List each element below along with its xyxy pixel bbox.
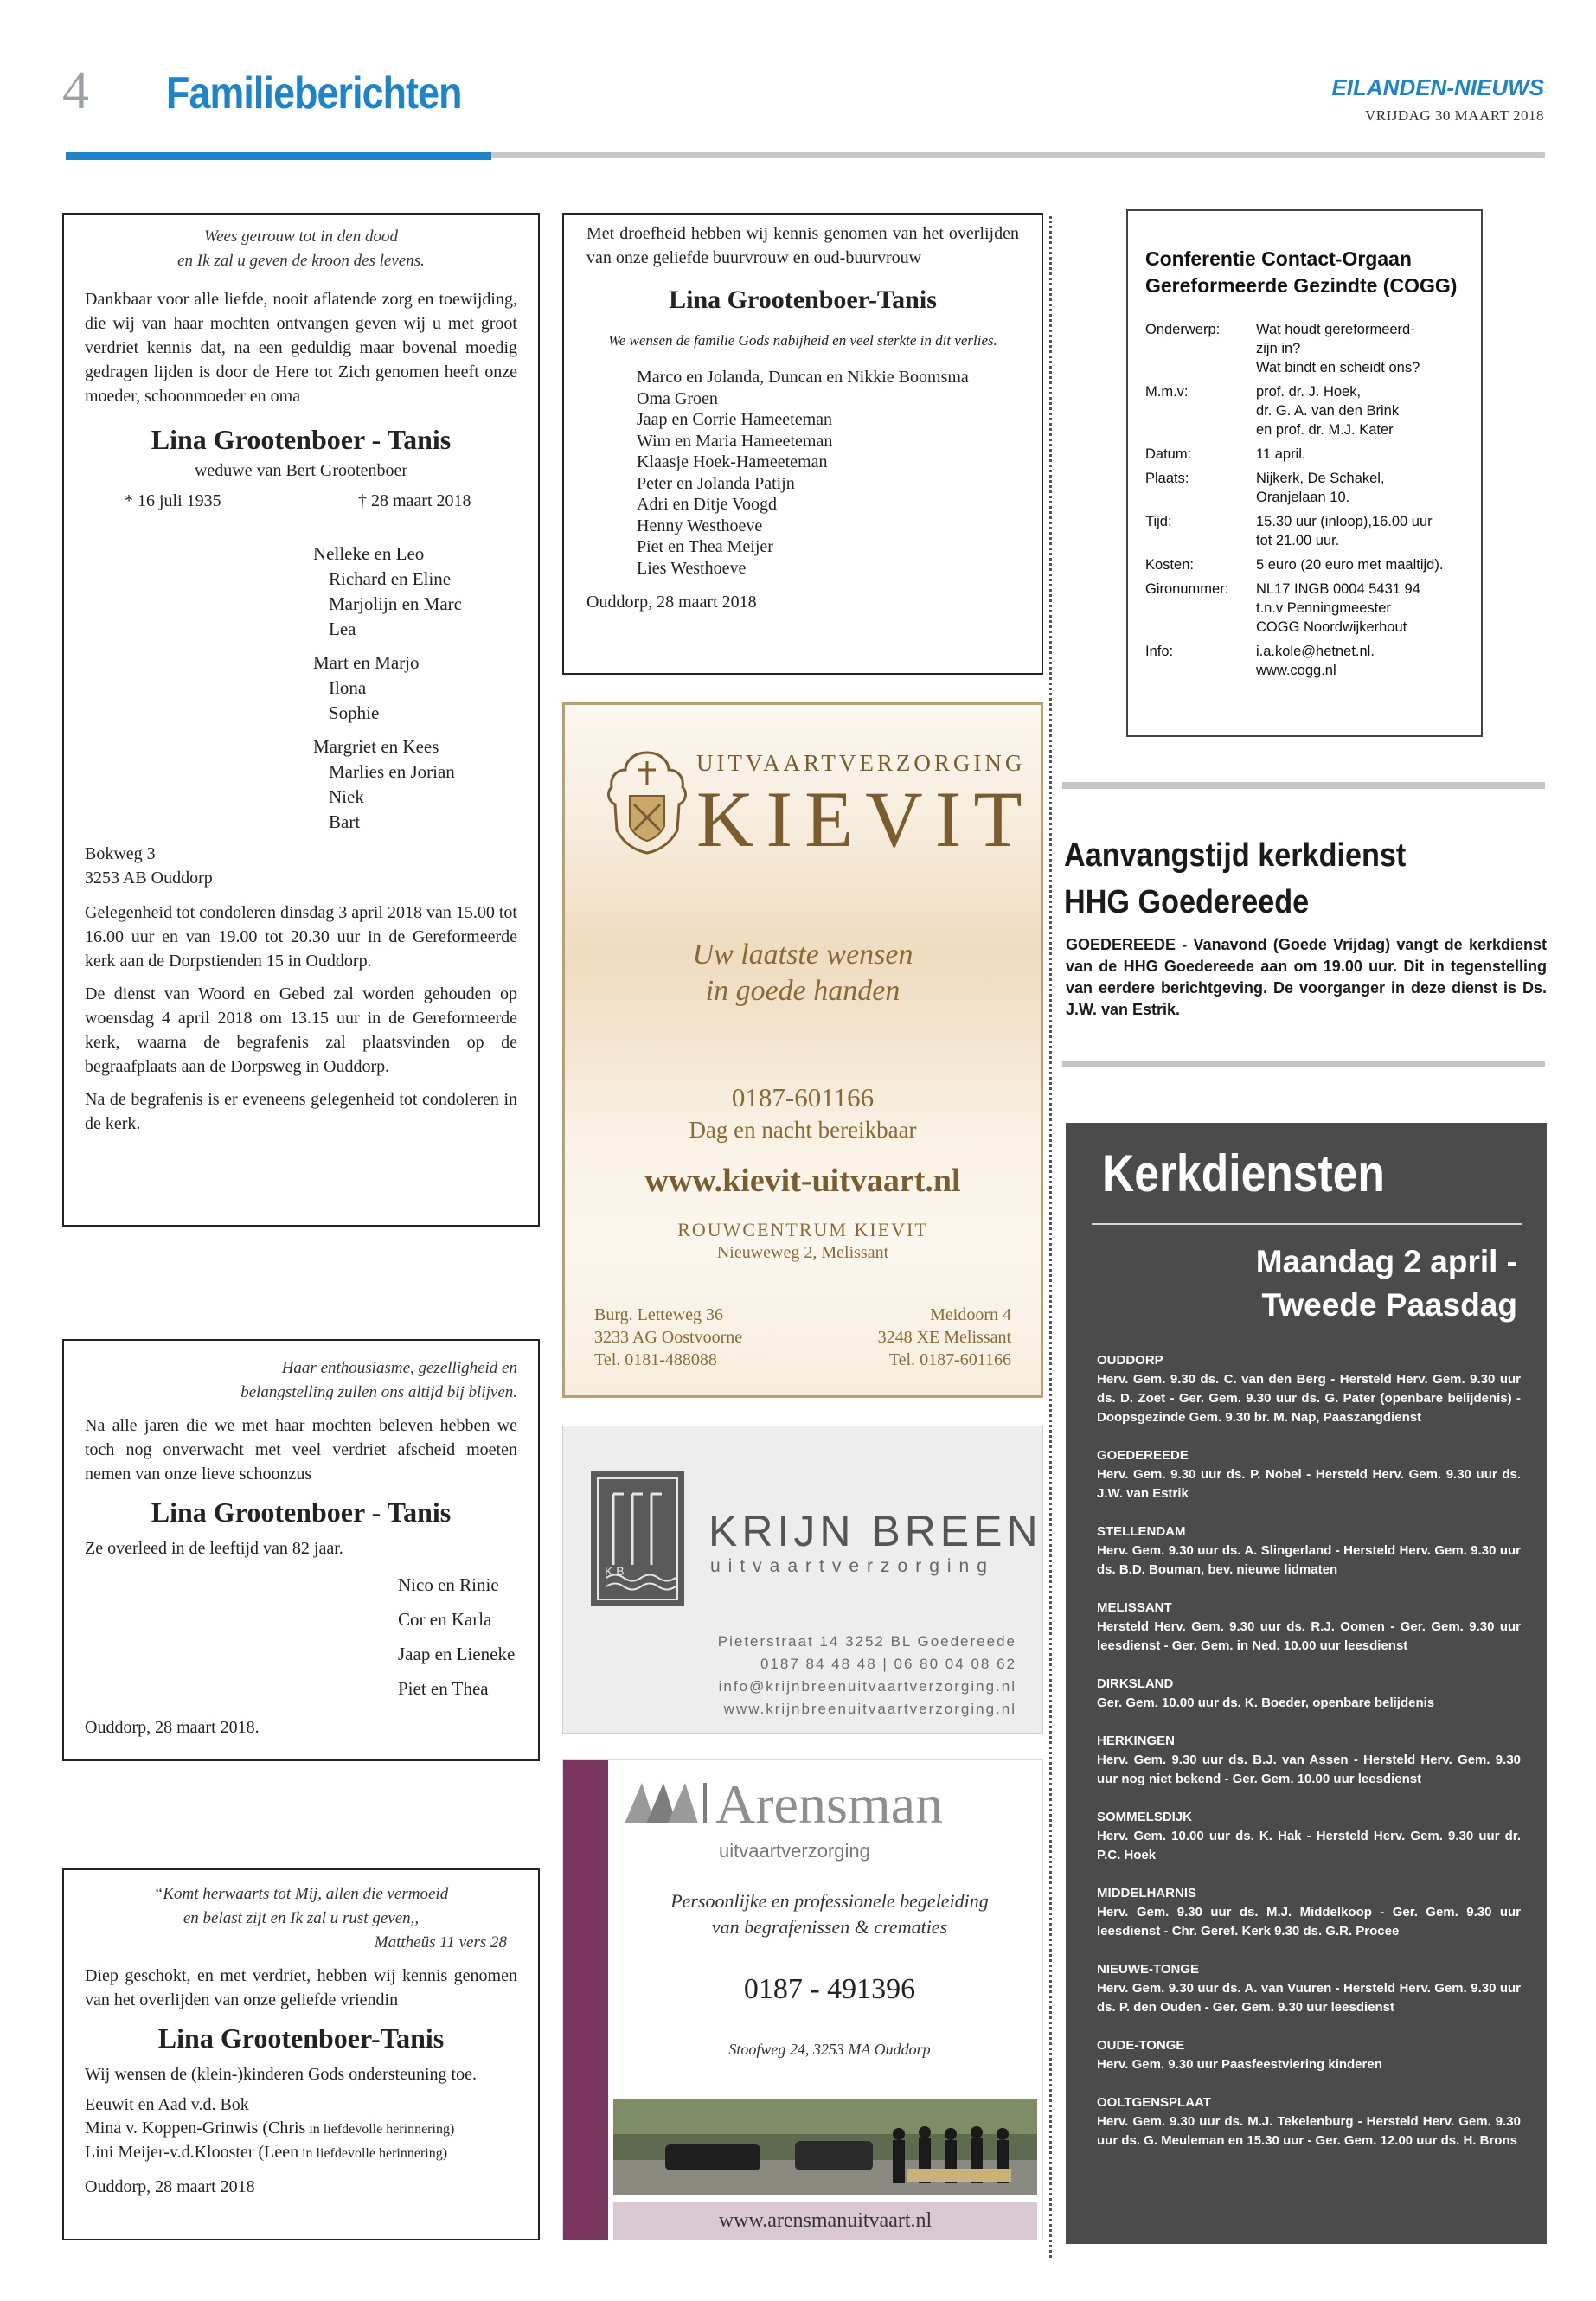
list-item: MIDDELHARNIS Herv. Gem. 9.30 uur ds. M.J. Middelkoop - Ger. Gem. 9.30 uur leesdienst - Chr. Geref. Kerk 9.30 ds. G.R. Procee [1097,1886,1521,1939]
page-number: 4 [62,61,89,120]
family-signatures: Nelleke en Leo Richard en Eline Marjolijn en Marc Lea Mart en Marjo Ilona Sophie Margriet en Kees Marlies en Jorian Niek Bart [313,543,462,832]
family-address: Bokweg 3 3253 AB Ouddorp [85,844,213,888]
notice-intro: Diep geschokt, en met verdriet, hebben wij kennis genomen van het overlijden van onze geliefde vriendin [85,1966,517,2009]
friend-signatures: Eeuwit en Aad v.d. Bok Mina v. Koppen-Grinwis (Chris in liefdevolle herinnering) Lini Meijer-v.d.Klooster (Leen in liefdevolle herinnering) [85,2095,455,2162]
issue-date: VRIJDAG 30 MAART 2018 [1364,107,1544,124]
article-bottom-rule [1062,1061,1545,1067]
family-signatures: Nico en Rinie Cor en Karla Jaap en Lieneke Piet en Thea [398,1574,516,1699]
section-title: Familieberichten [166,68,462,119]
header-accent-rule [66,152,491,160]
arensman-logo-icon [620,1776,715,1828]
article-top-rule [1062,782,1545,789]
list-item: DIRKSLAND Ger. Gem. 10.00 uur ds. K. Boeder, openbare belijdenis [1097,1676,1435,1710]
list-item: MELISSANT Hersteld Herv. Gem. 9.30 uur ds. R.J. Oomen - Ger. Gem. 9.30 uur leesdienst - Ger. Gem. in Ned. 10.00 uur leesdienst [1097,1600,1521,1653]
arensman-accent-bar [563,1760,608,2240]
article-body: GOEDEREEDE - Vanavond (Goede Vrijdag) vangt de kerkdienst van de HHG Goedereede aan om 19.00 uur. Dit in tegenstelling van eerdere berichtgeving. De voorganger in deze dienst is Ds. J.W. van Estrik. [1066,936,1547,1018]
notice-wish: We wensen de familie Gods nabijheid en veel sterkte in dit verlies. [608,332,997,349]
place-date: Ouddorp, 28 maart 2018 [586,593,757,612]
list-item: OUDE-TONGE Herv. Gem. 9.30 uur Paasfeestviering kinderen [1097,2038,1382,2072]
notice-intro: Met droefheid hebben wij kennis genomen van het overlijden van onze geliefde buurvrouw en oud-buurvrouw [586,224,1019,267]
death-date: † 28 maart 2018 [358,491,471,510]
deceased-name: Lina Grootenboer - Tanis [151,424,452,455]
notice-motto: Haar enthousiasme, gezelligheid en belangstelling zullen ons altijd bij blijven. [240,1359,517,1401]
death-notice-family [62,213,540,1227]
notice-wish: Wij wensen de (klein-)kinderen Gods ondersteuning toe. [85,2065,477,2084]
notice-intro: Dankbaar voor alle liefde, nooit aflatende zorg en toewijding, die wij van haar mochten ontvangen geven wij u met groot verdriet kennis dat, na een geduldig maar bovenal moedig gedragen lijden is door de Here tot Zich genomen heeft onze moeder, schoonmoeder en oma [85,290,517,406]
widow-of: weduwe van Bert Grootenboer [194,461,408,480]
kievit-availability: Dag en nacht bereikbaar [689,1117,917,1143]
arensman-advertisement [562,1759,1043,2240]
funeral-procession-photo [613,2099,1037,2195]
kievit-rouwcentrum-address: Nieuweweg 2, Melissant [716,1243,889,1262]
krijn-breen-website-link[interactable]: www.krijnbreenuitvaartverzorging.nl [723,1701,1016,1717]
arensman-tagline: Persoonlijke en professionele begeleiding van begrafenissen & crematies [670,1890,989,1938]
list-item: GOEDEREEDE Herv. Gem. 9.30 uur ds. P. Nobel - Hersteld Herv. Gem. 9.30 uur ds. J.W. van Estrik [1097,1448,1521,1501]
krijn-breen-email-link[interactable]: info@krijnbreenuitvaartverzorging.nl [718,1678,1016,1695]
list-item: NIEUWE-TONGE Herv. Gem. 9.30 uur ds. A. van Vuuren - Hersteld Herv. Gem. 9.30 uur ds. P. den Ouden - Ger. Gem. 9.30 uur leesdienst [1097,1962,1521,2015]
notice-intro: Na alle jaren die we met haar mochten beleven hebben we toch nog onverwacht met veel verdriet afscheid moeten nemen van onze lieve schoonzus [85,1416,517,1484]
krijn-breen-logo-icon [589,1470,686,1608]
kievit-name: KIEVIT [696,775,1035,863]
kievit-tagline: UITVAARTVERZORGING [696,750,1026,776]
column-divider [1049,216,1052,2258]
death-notice-in-laws [62,1339,540,1761]
list-item: OUDDORP Herv. Gem. 9.30 ds. C. van den Berg - Hersteld Herv. Gem. 9.30 uur ds. D. Zoet - Ger. Gem. 9.30 uur ds. G. Pater (openbare belijdenis) - Doopsgezinde Gem. 9.30 br. M. Nap, Paaszangdienst [1097,1353,1521,1425]
cogg-row-datum: Datum: 11 april. [1145,446,1306,462]
kerkdiensten-title: Kerkdiensten [1102,1144,1385,1202]
after-burial-info: Na de begrafenis is er eveneens gelegenheid tot condoleren in de kerk. [85,1090,517,1133]
list-item: STELLENDAM Herv. Gem. 9.30 uur ds. A. Slingerland - Hersteld Herv. Gem. 9.30 uur ds. B.D. Bouman, bev. nieuwe lidmaten [1097,1524,1521,1577]
arensman-phone: 0187 - 491396 [743,1973,916,2005]
age-at-death: Ze overleed in de leeftijd van 82 jaar. [85,1539,343,1558]
kerkdiensten-rule [1092,1223,1522,1225]
deceased-name: Lina Grootenboer-Tanis [669,285,937,314]
cogg-row-gironummer: Gironummer: NL17 INGB 0004 5431 94 t.n.v Penningmeester COGG Noordwijkerhout [1145,581,1420,635]
deceased-name: Lina Grootenboer-Tanis [157,2022,445,2054]
kievit-address-left: Burg. Letteweg 36 3233 AG Oostvoorne Tel. 0181-488088 [594,1305,743,1369]
condolence-info: Gelegenheid tot condoleren dinsdag 3 april 2018 van 15.00 tot 16.00 uur en van 19.00 tot 20.30 uur in de Gereformeerde kerk aan de Dorpstienden 15 in Ouddorp. [85,903,517,971]
notice-motto: “Komt herwaarts tot Mij, allen die vermoeid en belast zijt en Ik zal u rust geven,, Mattheüs 11 vers 28 [153,1885,507,1952]
place-date: Ouddorp, 28 maart 2018. [85,1718,260,1737]
masthead-logo: EILANDEN-NIEUWS [1331,74,1544,100]
cogg-row-kosten: Kosten: 5 euro (20 euro met maaltijd). [1145,557,1444,573]
list-item: OOLTGENSPLAAT Herv. Gem. 9.30 uur ds. M.J. Tekelenburg - Hersteld Herv. Gem. 9.30 uur ds. G. Meuleman en 15.30 uur - Ger. Gem. 12.00 uur ds. H. Brons [1097,2095,1521,2148]
cogg-row-mmv: M.m.v: prof. dr. J. Hoek, dr. G. A. van den Brink en prof. dr. M.J. Kater [1145,384,1400,438]
cogg-website-link[interactable]: www.cogg.nl [1256,663,1336,678]
kievit-slogan: Uw laatste wensen in goede handen [692,939,913,1007]
birth-date: * 16 juli 1935 [125,491,221,510]
service-info: De dienst van Woord en Gebed zal worden gehouden op woensdag 4 april 2018 om 13.15 uur in de Gereformeerde kerk, waarna de begrafenis zal plaatsvinden op de begraafplaats aan de Dorpsweg in Ouddorp. [85,984,517,1076]
krijn-breen-name: KRIJN BREEN [708,1507,1042,1555]
article-headline: Aanvangstijd kerkdienst HHG Goedereede [1064,837,1407,920]
kievit-address-right: Meidoorn 4 3248 XE Melissant Tel. 0187-601166 [877,1305,1011,1369]
kievit-phone: 0187-601166 [731,1082,875,1112]
arensman-name: Arensman [715,1773,944,1835]
krijn-breen-subtitle: uitvaartverzorging [710,1556,995,1576]
list-item: HERKINGEN Herv. Gem. 9.30 uur ds. B.J. van Assen - Hersteld Herv. Gem. 9.30 uur nog niet bekend - Ger. Gem. 10.00 uur leesdienst [1097,1734,1521,1786]
cogg-email-link[interactable]: i.a.kole@hetnet.nl. [1256,644,1375,659]
death-notice-friends [62,1868,540,2240]
kievit-advertisement [562,702,1043,1398]
kerkdiensten-date: Maandag 2 april - Tweede Paasdag [1255,1244,1517,1323]
cogg-row-info: Info: i.a.kole@hetnet.nl. www.cogg.nl [1145,642,1464,680]
cogg-row-onderwerp: Onderwerp: Wat houdt gereformeerd- zijn in? Wat bindt en scheidt ons? [1145,322,1420,375]
notice-motto: Wees getrouw tot in den dood en Ik zal u geven de kroon des levens. [177,228,425,270]
krijn-breen-contact: Pieterstraat 14 3252 BL Goedereede 0187 84 48 48 | 06 80 04 08 62 info@krijnbreenuitvaartverzorging.nl www.krijnbreenuitvaartverzorging.nl [718,1631,1016,1721]
neighbour-signatures: Marco en Jolanda, Duncan en Nikkie Boomsma Oma Groen Jaap en Corrie Hameeteman Wim en Maria Hameeteman Klaasje Hoek-Hameeteman Peter en Jolanda Patijn Adri en Ditje Voogd Henny Westhoeve Piet en Thea Meijer Lies Westhoeve [637,368,969,578]
kerkdiensten-list [1097,1351,1521,2170]
kievit-website-link[interactable]: www.kievit-uitvaart.nl [644,1163,961,1199]
list-item: SOMMELSDIJK Herv. Gem. 10.00 uur ds. K. Hak - Hersteld Herv. Gem. 9.30 uur dr. P.C. Hoek [1097,1810,1521,1862]
death-notice-neighbours [562,213,1043,675]
cogg-conference-box [1126,209,1483,737]
svg-text:K B: K B [605,1564,625,1578]
kievit-rouwcentrum: ROUWCENTRUM KIEVIT [677,1219,928,1240]
cogg-row-tijd: Tijd: 15.30 uur (inloop),16.00 uur tot 21.00 uur. [1145,514,1433,548]
cogg-title: Conferentie Contact-Orgaan Gereformeerde Gezindte (COGG) [1145,247,1458,297]
arensman-address: Stoofweg 24, 3253 MA Ouddorp [728,2041,931,2058]
arensman-subtitle: uitvaartverzorging [719,1840,870,1862]
kievit-crest-icon [599,744,695,856]
krijn-breen-advertisement [562,1426,1043,1734]
arensman-website-link[interactable]: www.arensmanuitvaart.nl [613,2202,1037,2240]
kerkdiensten-panel [1066,1123,1547,2244]
deceased-name: Lina Grootenboer - Tanis [151,1497,452,1528]
place-date: Ouddorp, 28 maart 2018 [85,2177,255,2196]
cogg-row-plaats: Plaats: Nijkerk, De Schakel, Oranjelaan 10. [1145,471,1385,505]
